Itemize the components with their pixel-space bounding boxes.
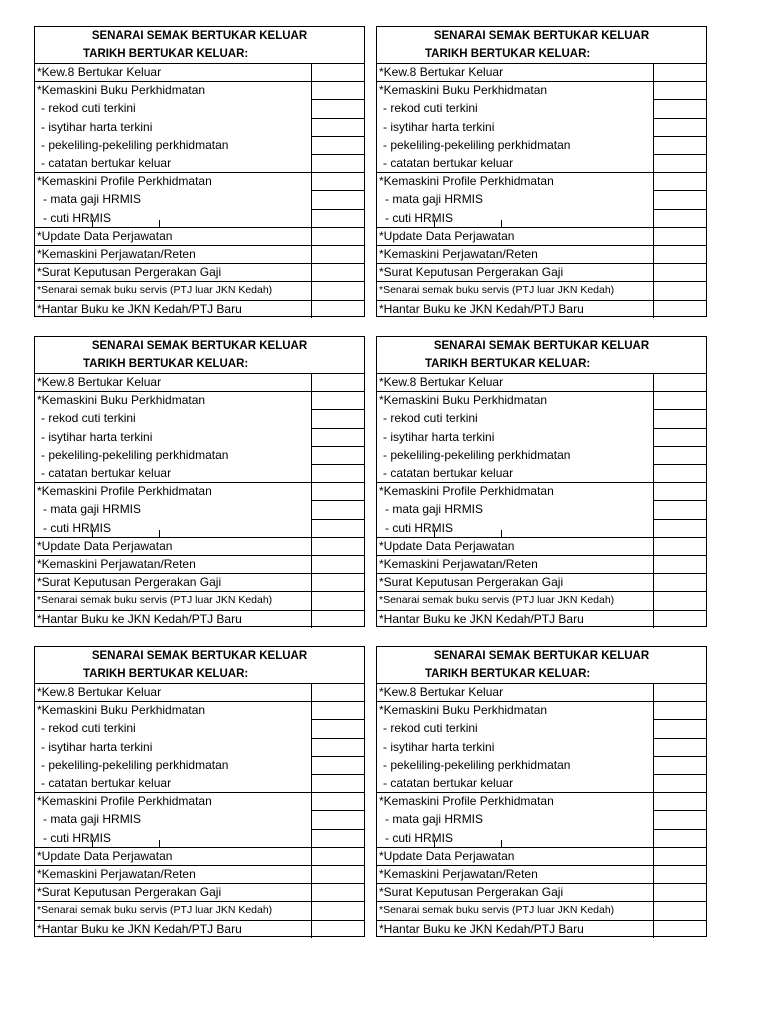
checkbox-cell[interactable] (312, 901, 365, 919)
checklist-item-label: *Update Data Perjawatan (379, 848, 515, 863)
checklist-item-label: - mata gaji HRMIS (43, 192, 142, 207)
checkbox-cell[interactable] (312, 190, 365, 208)
cell-tick-mark (501, 530, 502, 538)
checkbox-cell[interactable] (654, 719, 707, 737)
checkbox-cell[interactable] (654, 701, 707, 719)
checkbox-cell[interactable] (654, 847, 707, 865)
checklist-item-label: *Senarai semak buku servis (PTJ luar JKN Kedah) (379, 284, 615, 297)
checklist-item-label: - catatan bertukar keluar (383, 156, 514, 170)
checkbox-cell[interactable] (312, 391, 365, 409)
checklist-item-label: *Senarai semak buku servis (PTJ luar JKN Kedah) (37, 594, 273, 607)
transfer-date-label: TARIKH BERTUKAR KELUAR: (83, 48, 249, 60)
checklist-item-label: - isytihar harta terkini (41, 119, 153, 134)
checkbox-cell[interactable] (654, 792, 707, 810)
checklist-item-label: *Kew.8 Bertukar Keluar (379, 685, 504, 699)
checkbox-cell[interactable] (654, 500, 707, 518)
checklist-item-label: - catatan bertukar keluar (41, 156, 172, 170)
checklist-title: SENARAI SEMAK BERTUKAR KELUAR (91, 650, 308, 662)
cell-tick-mark (159, 840, 160, 848)
checklist-item-label: - pekeliling-pekeliling perkhidmatan (383, 447, 571, 462)
checklist-item-label: *Kemaskini Profile Perkhidmatan (379, 484, 554, 499)
checklist-item-label: *Kemaskini Buku Perkhidmatan (37, 703, 206, 718)
checkbox-cell[interactable] (654, 99, 707, 117)
checklist-item-label: *Kemaskini Profile Perkhidmatan (37, 794, 212, 809)
checklist-card (376, 26, 707, 317)
cell-tick-mark (92, 840, 93, 848)
checkbox-cell[interactable] (312, 281, 365, 299)
checkbox-cell[interactable] (312, 99, 365, 117)
checklist-item-label: - isytihar harta terkini (383, 739, 495, 754)
checklist-item-label: *Kemaskini Perjawatan/Reten (37, 247, 196, 261)
checkbox-cell[interactable] (312, 63, 365, 81)
checklist-item-label: *Kemaskini Buku Perkhidmatan (379, 703, 548, 718)
checklist-item-label: - rekod cuti terkini (383, 721, 478, 736)
checkbox-cell[interactable] (312, 519, 365, 537)
checklist-item-label: *Kemaskini Profile Perkhidmatan (379, 174, 554, 189)
checklist-title: SENARAI SEMAK BERTUKAR KELUAR (91, 30, 308, 42)
checkbox-cell[interactable] (654, 555, 707, 573)
checklist-item-label: *Senarai semak buku servis (PTJ luar JKN Kedah) (37, 904, 273, 917)
checkbox-cell[interactable] (312, 810, 365, 828)
checklist-item-label: *Update Data Perjawatan (37, 228, 173, 243)
checklist-item-label: *Kemaskini Perjawatan/Reten (37, 867, 196, 881)
checklist-item-label: *Surat Keputusan Pergerakan Gaji (379, 575, 564, 590)
checklist-item-label: *Update Data Perjawatan (379, 538, 515, 553)
checklist-item-label: *Senarai semak buku servis (PTJ luar JKN Kedah) (37, 284, 273, 297)
checklist-card (34, 26, 365, 317)
checklist-item-label: *Kew.8 Bertukar Keluar (379, 65, 504, 79)
checklist-item-label: *Kemaskini Buku Perkhidmatan (379, 393, 548, 408)
checkbox-cell[interactable] (312, 719, 365, 737)
checklist-item-label: - mata gaji HRMIS (385, 502, 484, 517)
checklist-item-label: - rekod cuti terkini (41, 101, 136, 116)
checkbox-cell[interactable] (312, 774, 365, 792)
checklist-item-label: *Kemaskini Buku Perkhidmatan (37, 83, 206, 98)
checkbox-cell[interactable] (654, 537, 707, 555)
checklist-card (34, 646, 365, 937)
transfer-date-label: TARIKH BERTUKAR KELUAR: (425, 358, 591, 370)
checkbox-cell[interactable] (312, 227, 365, 245)
checklist-item-label: *Kemaskini Profile Perkhidmatan (37, 174, 212, 189)
checklist-title: SENARAI SEMAK BERTUKAR KELUAR (433, 650, 650, 662)
cell-tick-mark (159, 220, 160, 228)
cell-tick-mark (434, 530, 435, 538)
checklist-item-label: *Hantar Buku ke JKN Kedah/PTJ Baru (379, 921, 584, 936)
checkbox-cell[interactable] (654, 920, 707, 938)
checklist-item-label: *Kemaskini Perjawatan/Reten (37, 557, 196, 571)
checkbox-cell[interactable] (312, 738, 365, 756)
checklist-item-label: *Update Data Perjawatan (379, 228, 515, 243)
checklist-item-label: - catatan bertukar keluar (383, 466, 514, 480)
checkbox-cell[interactable] (654, 610, 707, 628)
checklist-title: SENARAI SEMAK BERTUKAR KELUAR (91, 340, 308, 352)
checkbox-cell[interactable] (654, 373, 707, 391)
checkbox-cell[interactable] (312, 172, 365, 190)
checkbox-cell[interactable] (312, 409, 365, 427)
checklist-item-label: *Surat Keputusan Pergerakan Gaji (379, 265, 564, 280)
checklist-item-label: - cuti HRMIS (385, 210, 454, 225)
checkbox-cell[interactable] (312, 464, 365, 482)
checklist-item-label: - mata gaji HRMIS (43, 502, 142, 517)
checklist-item-label: - rekod cuti terkini (41, 411, 136, 426)
checkbox-cell[interactable] (654, 683, 707, 701)
checkbox-cell[interactable] (654, 901, 707, 919)
checkbox-cell[interactable] (312, 245, 365, 263)
checklist-title: SENARAI SEMAK BERTUKAR KELUAR (433, 340, 650, 352)
checklist-item-label: - pekeliling-pekeliling perkhidmatan (383, 137, 571, 152)
checklist-item-label: *Update Data Perjawatan (37, 848, 173, 863)
checklist-item-label: *Senarai semak buku servis (PTJ luar JKN Kedah) (379, 594, 615, 607)
checklist-item-label: - catatan bertukar keluar (41, 776, 172, 790)
checklist-item-label: *Surat Keputusan Pergerakan Gaji (37, 885, 222, 900)
checklist-item-label: *Kew.8 Bertukar Keluar (379, 375, 504, 389)
checkbox-cell[interactable] (312, 701, 365, 719)
checklist-item-label: - pekeliling-pekeliling perkhidmatan (41, 137, 229, 152)
checklist-item-label: - isytihar harta terkini (41, 739, 153, 754)
checkbox-cell[interactable] (654, 464, 707, 482)
checklist-title: SENARAI SEMAK BERTUKAR KELUAR (433, 30, 650, 42)
checkbox-cell[interactable] (654, 154, 707, 172)
checklist-card (376, 336, 707, 627)
checkbox-cell[interactable] (654, 409, 707, 427)
checklist-item-label: - cuti HRMIS (43, 210, 112, 225)
checkbox-cell[interactable] (654, 227, 707, 245)
checklist-item-label: - cuti HRMIS (43, 520, 112, 535)
checkbox-cell[interactable] (312, 573, 365, 591)
checkbox-cell[interactable] (654, 738, 707, 756)
checklist-item-label: - catatan bertukar keluar (41, 466, 172, 480)
checkbox-cell[interactable] (312, 792, 365, 810)
cell-tick-mark (92, 220, 93, 228)
checkbox-cell[interactable] (654, 81, 707, 99)
checklist-item-label: *Hantar Buku ke JKN Kedah/PTJ Baru (379, 611, 584, 626)
checklist-item-label: *Kew.8 Bertukar Keluar (37, 685, 162, 699)
checklist-item-label: *Kemaskini Buku Perkhidmatan (379, 83, 548, 98)
checkbox-cell[interactable] (654, 428, 707, 446)
checklist-item-label: *Update Data Perjawatan (37, 538, 173, 553)
checklist-item-label: *Hantar Buku ke JKN Kedah/PTJ Baru (37, 611, 242, 626)
checkbox-cell[interactable] (312, 829, 365, 847)
checkbox-cell[interactable] (312, 81, 365, 99)
checklist-item-label: *Kemaskini Profile Perkhidmatan (37, 484, 212, 499)
checkbox-cell[interactable] (654, 300, 707, 318)
cell-tick-mark (501, 840, 502, 848)
checklist-item-label: *Hantar Buku ke JKN Kedah/PTJ Baru (37, 921, 242, 936)
checkbox-cell[interactable] (312, 118, 365, 136)
checkbox-cell[interactable] (312, 373, 365, 391)
checklist-item-label: - catatan bertukar keluar (383, 776, 514, 790)
transfer-date-label: TARIKH BERTUKAR KELUAR: (425, 668, 591, 680)
checkbox-cell[interactable] (654, 573, 707, 591)
cell-tick-mark (159, 530, 160, 538)
cell-tick-mark (501, 220, 502, 228)
checkbox-cell[interactable] (654, 865, 707, 883)
checklist-item-label: - mata gaji HRMIS (43, 812, 142, 827)
checkbox-cell[interactable] (654, 519, 707, 537)
checkbox-cell[interactable] (654, 172, 707, 190)
checkbox-cell[interactable] (654, 209, 707, 227)
cell-tick-mark (434, 840, 435, 848)
checkbox-cell[interactable] (654, 829, 707, 847)
checkbox-cell[interactable] (312, 865, 365, 883)
checklist-item-label: - cuti HRMIS (385, 520, 454, 535)
checklist-item-label: *Hantar Buku ke JKN Kedah/PTJ Baru (379, 301, 584, 316)
checkbox-cell[interactable] (312, 847, 365, 865)
checklist-item-label: - isytihar harta terkini (383, 119, 495, 134)
checklist-item-label: *Kemaskini Buku Perkhidmatan (37, 393, 206, 408)
checklist-item-label: - rekod cuti terkini (383, 411, 478, 426)
transfer-date-label: TARIKH BERTUKAR KELUAR: (425, 48, 591, 60)
checklist-item-label: - pekeliling-pekeliling perkhidmatan (41, 757, 229, 772)
checkbox-cell[interactable] (312, 610, 365, 628)
checkbox-cell[interactable] (312, 591, 365, 609)
checklist-item-label: - cuti HRMIS (385, 830, 454, 845)
transfer-date-label: TARIKH BERTUKAR KELUAR: (83, 668, 249, 680)
checkbox-cell[interactable] (312, 300, 365, 318)
checkbox-cell[interactable] (312, 883, 365, 901)
checklist-item-label: - mata gaji HRMIS (385, 812, 484, 827)
checkbox-cell[interactable] (312, 756, 365, 774)
checkbox-cell[interactable] (654, 281, 707, 299)
checklist-item-label: - rekod cuti terkini (41, 721, 136, 736)
checklist-item-label: - cuti HRMIS (43, 830, 112, 845)
checklist-item-label: - pekeliling-pekeliling perkhidmatan (41, 447, 229, 462)
checkbox-cell[interactable] (654, 263, 707, 281)
checkbox-cell[interactable] (654, 774, 707, 792)
checklist-item-label: *Hantar Buku ke JKN Kedah/PTJ Baru (37, 301, 242, 316)
checklist-item-label: - isytihar harta terkini (41, 429, 153, 444)
checklist-item-label: *Surat Keputusan Pergerakan Gaji (379, 885, 564, 900)
checklist-card (34, 336, 365, 627)
checklist-item-label: *Senarai semak buku servis (PTJ luar JKN Kedah) (379, 904, 615, 917)
checkbox-cell[interactable] (312, 500, 365, 518)
checkbox-cell[interactable] (654, 190, 707, 208)
checkbox-cell[interactable] (654, 391, 707, 409)
checklist-item-label: - mata gaji HRMIS (385, 192, 484, 207)
checklist-item-label: *Surat Keputusan Pergerakan Gaji (37, 265, 222, 280)
checkbox-cell[interactable] (654, 756, 707, 774)
checklist-item-label: - rekod cuti terkini (383, 101, 478, 116)
checklist-item-label: *Kemaskini Perjawatan/Reten (379, 867, 538, 881)
checkbox-cell[interactable] (312, 683, 365, 701)
checklist-item-label: - pekeliling-pekeliling perkhidmatan (383, 757, 571, 772)
checklist-item-label: *Kemaskini Perjawatan/Reten (379, 557, 538, 571)
checklist-card (376, 646, 707, 937)
checkbox-cell[interactable] (312, 263, 365, 281)
checkbox-cell[interactable] (312, 482, 365, 500)
checklist-item-label: *Kemaskini Perjawatan/Reten (379, 247, 538, 261)
checkbox-cell[interactable] (654, 63, 707, 81)
checkbox-cell[interactable] (654, 446, 707, 464)
checkbox-cell[interactable] (312, 209, 365, 227)
checkbox-cell[interactable] (654, 482, 707, 500)
checklist-item-label: - isytihar harta terkini (383, 429, 495, 444)
checklist-item-label: *Kew.8 Bertukar Keluar (37, 375, 162, 389)
checkbox-cell[interactable] (312, 428, 365, 446)
checkbox-cell[interactable] (312, 136, 365, 154)
checkbox-cell[interactable] (654, 883, 707, 901)
checkbox-cell[interactable] (654, 810, 707, 828)
checkbox-cell[interactable] (654, 591, 707, 609)
checkbox-cell[interactable] (312, 154, 365, 172)
checklist-item-label: *Kemaskini Profile Perkhidmatan (379, 794, 554, 809)
cell-tick-mark (92, 530, 93, 538)
checkbox-cell[interactable] (312, 537, 365, 555)
checklist-item-label: *Kew.8 Bertukar Keluar (37, 65, 162, 79)
checkbox-cell[interactable] (654, 245, 707, 263)
checkbox-cell[interactable] (312, 920, 365, 938)
checkbox-cell[interactable] (312, 555, 365, 573)
transfer-date-label: TARIKH BERTUKAR KELUAR: (83, 358, 249, 370)
checkbox-cell[interactable] (312, 446, 365, 464)
cell-tick-mark (434, 220, 435, 228)
checklist-item-label: *Surat Keputusan Pergerakan Gaji (37, 575, 222, 590)
checkbox-cell[interactable] (654, 136, 707, 154)
checkbox-cell[interactable] (654, 118, 707, 136)
